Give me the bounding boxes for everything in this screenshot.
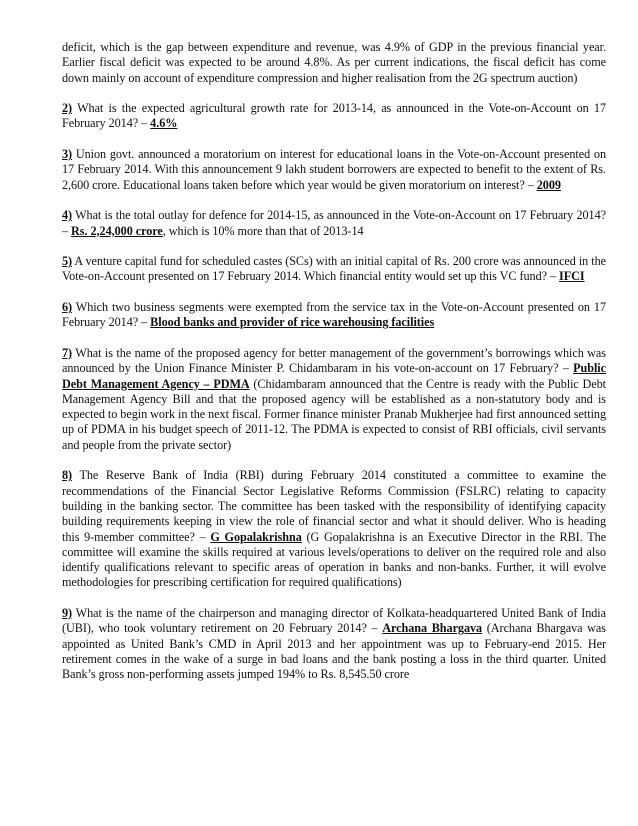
question-text: Which two business segments were exempted from the service tax in the Vote-on-Account presented on 17 February 2014? –: [62, 300, 606, 330]
question-9: [62, 606, 606, 682]
question-number: 3): [62, 147, 73, 162]
answer-text: 4.6%: [150, 116, 178, 131]
question-4: [62, 208, 606, 239]
question-number: 8): [62, 468, 73, 483]
question-6: [62, 300, 606, 331]
question-text: A venture capital fund for scheduled castes (SCs) with an initial capital of Rs. 200 crore was announced in the Vote-on-Account presented on 17 February 2014. Which financial entity would set up this VC fund? –: [62, 254, 606, 284]
question-number: 4): [62, 208, 73, 223]
question-text: What is the name of the proposed agency for better management of the government’s borrowings which was announced by the Union Finance Minister P. Chidambaram in his vote-on-account on 17 February? –: [62, 345, 606, 376]
answer-text: Public Debt Management Agency – PDMA: [62, 361, 606, 391]
question-number: 6): [62, 300, 73, 315]
question-5: [62, 254, 606, 285]
question-number: 5): [62, 254, 73, 269]
answer-text: 2009: [536, 177, 561, 192]
answer-text: Rs. 2,24,000 crore: [71, 223, 163, 238]
question-3: [62, 147, 606, 193]
question-2: [62, 101, 606, 132]
answer-note: (Archana Bhargava was appointed as United Bank’s CMD in April 2013 and her appointment was up to February-end 2015. Her retirement comes in the wake of a surge in bad loans and the bank posting a loss in the third quarter. United Bank’s gross non-performing assets jumped 194% to Rs. 8,545.50 crore: [62, 621, 606, 682]
answer-text: IFCI: [559, 269, 585, 284]
answer-note: , which is 10% more than that of 2013-14: [162, 223, 364, 238]
answer-text: G Gopalakrishna: [210, 529, 302, 544]
intro-paragraph: deficit, which is the gap between expenditure and revenue, was 4.9% of GDP in the previous financial year. Earlier fiscal deficit was expected to be around 4.8%. As per current indications, the fiscal deficit has come down mainly on account of expenditure compression and higher realisation from the 2G spectrum auction): [62, 40, 606, 85]
question-text: What is the total outlay for defence for 2014-15, as announced in the Vote-on-Account on 17 February 2014? –: [62, 208, 606, 238]
question-text: What is the expected agricultural growth rate for 2013-14, as announced in the Vote-on-Account on 17 February 2014? –: [62, 101, 606, 131]
question-number: 2): [62, 101, 73, 116]
question-text: Union govt. announced a moratorium on interest for educational loans in the Vote-on-Account presented on 17 February 2014. With this announcement 9 lakh student borrowers are expected to benefit to the extent of Rs. 2,600 crore. Educational loans taken before which year would be given moratorium on interest? –: [62, 147, 606, 192]
answer-note: (Chidambaram announced that the Centre is ready with the Public Debt Management Agency Bill and that the proposed agency will be established as a non-statutory body and is expected to begin work in the next fiscal. Former finance minister Pranab Mukherjee had first announced setting up of PDMA in his budget speech of 2011-12. The PDMA is expected to consist of RBI officials, civil servants and people from the private sector): [62, 376, 606, 452]
question-number: 7): [62, 345, 73, 360]
document-page: [62, 40, 606, 698]
question-number: 9): [62, 605, 73, 620]
answer-text: Blood banks and provider of rice warehousing facilities: [150, 315, 435, 330]
question-text: What is the name of the chairperson and managing director of Kolkata-headquartered United Bank of India (UBI), who took voluntary retirement on 20 February 2014? –: [62, 605, 606, 636]
answer-note: (G Gopalakrishna is an Executive Director in the RBI. The committee will examine the skills required at various levels/operations to deliver on the required role and also identify qualifications relevant to specific areas of operation in banks and non-banks. Further, it will evolve methodologies for prescribing certification for required qualifications): [62, 529, 606, 590]
question-text: The Reserve Bank of India (RBI) during February 2014 constituted a committee to examine the recommendations of the Financial Sector Legislative Reforms Commission (FSLRC) relating to capacity building in the banking sector. The committee has been tasked with the responsibility of identifying capacity building requirements keeping in view the role of financial sector and what it should deliver. Who is heading this 9-member committee? –: [62, 468, 606, 544]
answer-text: Archana Bhargava: [382, 621, 483, 636]
question-8: [62, 468, 606, 590]
question-7: [62, 346, 606, 453]
